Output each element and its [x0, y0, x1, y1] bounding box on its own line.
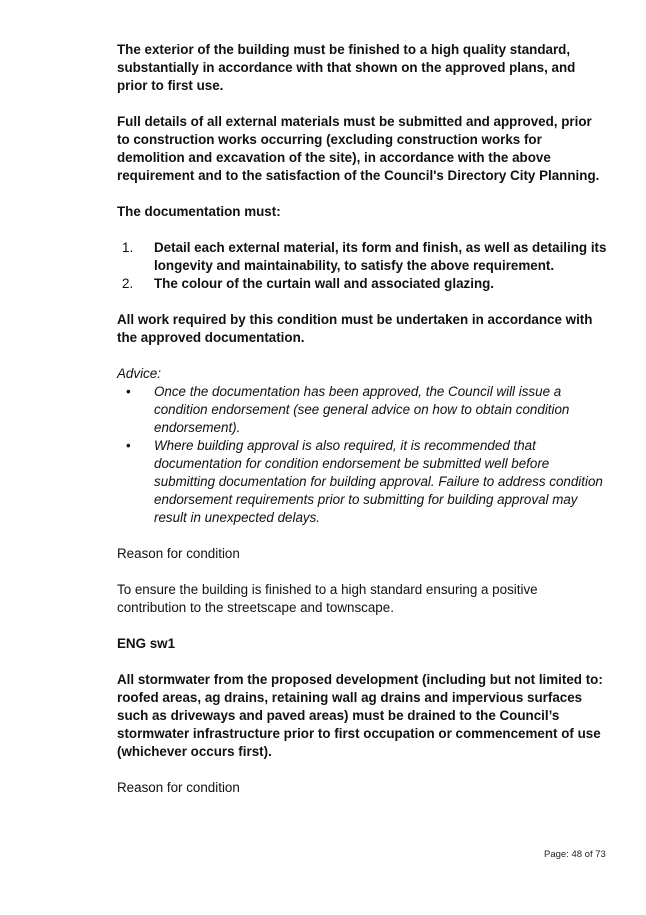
reason-text: To ensure the building is finished to a high standard ensuring a positive contribution to the streetscape and townscape. [117, 582, 538, 615]
documentation-intro: The documentation must: [117, 204, 281, 219]
external-materials-paragraph: Full details of all external materials must be submitted and approved, prior to construction works occurring (excluding construction works for demolition and excavation of the site), in accordance with the above requirement and to the satisfaction of the Council's Directory City Planning. [117, 114, 600, 183]
list-item [117, 275, 607, 293]
stormwater-paragraph: All stormwater from the proposed development (including but not limited to: roofed areas, ag drains, retaining wall ag drains and impervious surfaces such as driveways and paved areas) must be drained to the Council’s stormwater infrastructure prior to first occupation or commencement of use (whichever occurs first). [117, 672, 603, 759]
list-item-text: Detail each external material, its form and finish, as well as detailing its longevity and maintainability, to satisfy the above requirement. [154, 240, 607, 273]
exterior-finish-paragraph: The exterior of the building must be finished to a high quality standard, substantially in accordance with that shown on the approved plans, and prior to first use. [117, 42, 576, 93]
bullet-icon: • [126, 384, 131, 399]
work-requirement-paragraph: All work required by this condition must be undertaken in accordance with the approved documentation. [117, 312, 593, 345]
list-item [117, 239, 607, 275]
list-number: 2. [122, 276, 134, 291]
advice-label: Advice: [117, 366, 161, 381]
advice-list [117, 383, 607, 527]
page-number: Page: 48 of 73 [544, 849, 606, 860]
bullet-icon: • [126, 438, 131, 453]
advice-text: Where building approval is also required, it is recommended that documentation for condition endorsement be submitted well before submitting documentation for building approval. Failure to address condition endorsement requirements prior to submitting for building approval may result in unexpected delays. [154, 438, 603, 525]
reason-label: Reason for condition [117, 546, 240, 561]
list-item [117, 437, 607, 527]
condition-heading: ENG sw1 [117, 636, 176, 651]
list-item [117, 383, 607, 437]
page-content [117, 41, 607, 797]
list-item-text: The colour of the curtain wall and associated glazing. [154, 276, 495, 291]
reason-label: Reason for condition [117, 780, 240, 795]
documentation-requirements-list [117, 239, 607, 293]
list-number: 1. [122, 240, 134, 255]
advice-text: Once the documentation has been approved, the Council will issue a condition endorsement (see general advice on how to obtain condition endorsement). [154, 384, 570, 435]
